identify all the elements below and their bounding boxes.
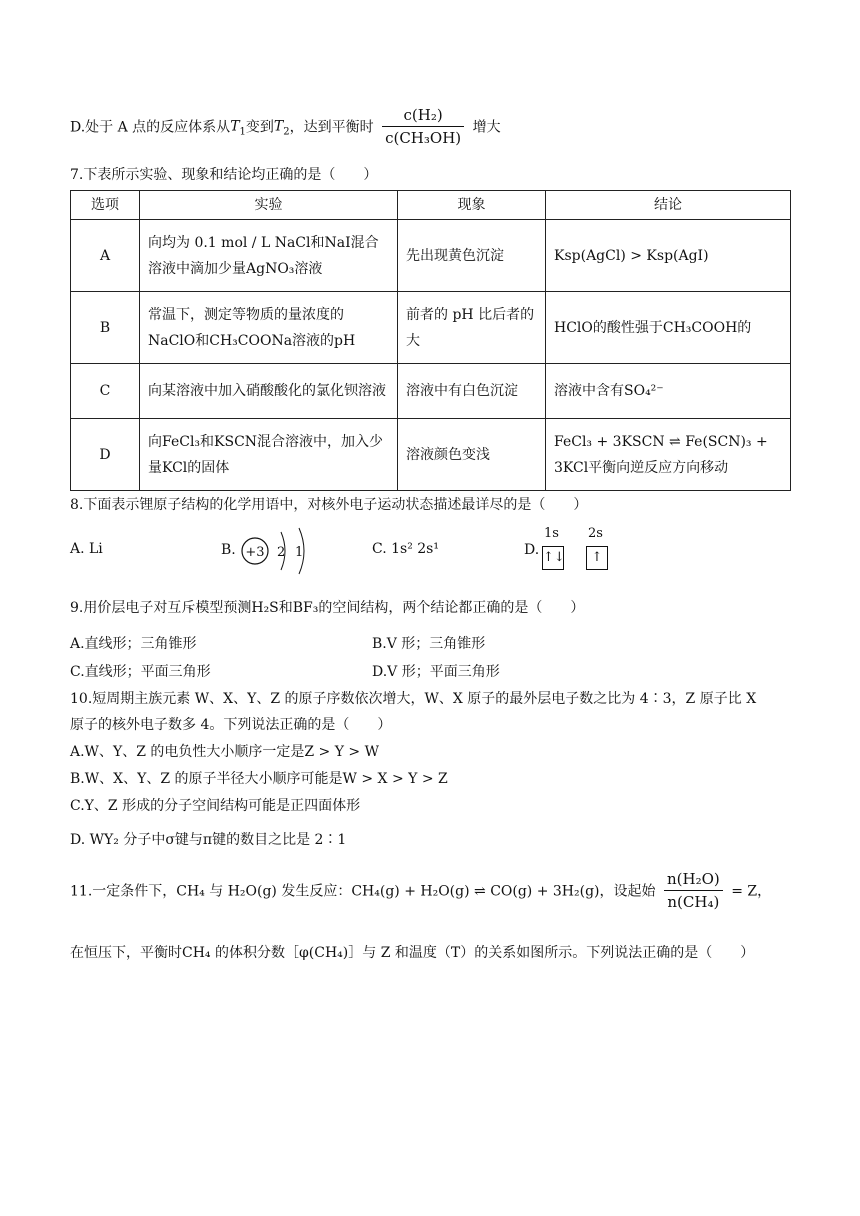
orbital-label-1s: 1s	[544, 526, 559, 541]
q11-stem-part1: 11.一定条件下，CH₄ 与 H₂O(g) 发生反应：CH₄(g) + H₂O(g) ⇌ CO(g) + 3H₂(g)，设起始	[70, 883, 656, 900]
table-row	[71, 292, 791, 364]
row-phenomenon: 前者的 pH 比后者的大	[398, 292, 546, 364]
q11-fraction	[664, 870, 723, 911]
q10-option-c: C.Y、Z 形成的分子空间结构可能是正四面体形	[70, 798, 361, 814]
q6-t2: T	[273, 118, 284, 135]
row-experiment: 常温下，测定等物质的量浓度的 NaClO和CH₃COONa溶液的pH	[140, 292, 398, 364]
q7-table	[70, 190, 791, 491]
row-conclusion: 溶液中含有SO₄²⁻	[546, 364, 791, 419]
shell-1-count: 2	[277, 545, 286, 560]
table-header-row	[71, 191, 791, 220]
nucleus-charge: +3	[245, 545, 265, 560]
q6-d-mid: 变到	[245, 119, 274, 136]
q6-t1-sub: 1	[239, 126, 246, 138]
q11-frac-num: n(H₂O)	[664, 870, 723, 891]
q10-stem-line2: 原子的核外电子数多 4。下列说法正确的是（ ）	[70, 717, 392, 733]
table-header: 现象	[398, 191, 546, 220]
q7-stem: 7.下表所示实验、现象和结论均正确的是（ ）	[70, 167, 378, 183]
q6-t1: T	[230, 118, 240, 135]
table-header: 选项	[71, 191, 140, 220]
row-phenomenon: 先出现黄色沉淀	[398, 220, 546, 292]
table-row	[71, 419, 791, 491]
q10-option-a: A.W、Y、Z 的电负性大小顺序一定是Z > Y > W	[70, 744, 379, 760]
q8-option-c: C. 1s² 2s¹	[372, 541, 439, 557]
q9-option-b: B.V 形；三角锥形	[372, 636, 486, 652]
table-header: 实验	[140, 191, 398, 220]
q9-option-a: A.直线形；三角锥形	[70, 636, 197, 652]
q8-d-label: D.	[524, 542, 540, 558]
table-header: 结论	[546, 191, 791, 220]
q6-fraction	[382, 106, 464, 147]
row-experiment: 向FeCl₃和KSCN混合溶液中，加入少量KCl的固体	[140, 419, 398, 491]
row-phenomenon: 溶液中有白色沉淀	[398, 364, 546, 419]
q6-d-prefix: D.处于 A 点的反应体系从	[70, 119, 231, 136]
q8-stem: 8.下面表示锂原子结构的化学用语中，对核外电子运动状态描述最详尽的是（ ）	[70, 497, 588, 513]
q6-d-mid2: ，达到平衡时	[289, 119, 374, 136]
q11-stem-line2: 在恒压下，平衡时CH₄ 的体积分数［φ(CH₄)］与 Z 和温度（T）的关系如图所示。下列说法正确的是（ ）	[70, 945, 755, 961]
row-option: B	[71, 292, 140, 364]
q11-stem-part2: = Z，	[731, 883, 772, 900]
q9-stem: 9.用价层电子对互斥模型预测H₂S和BF₃的空间结构，两个结论都正确的是（ ）	[70, 600, 585, 616]
row-conclusion: HClO的酸性强于CH₃COOH的	[546, 292, 791, 364]
row-experiment: 向均为 0.1 mol / L NaCl和NaI混合溶液中滴加少量AgNO₃溶液	[140, 220, 398, 292]
shell-2-count: 1	[295, 545, 304, 560]
table-row	[71, 364, 791, 419]
row-conclusion: FeCl₃ + 3KSCN ⇌ Fe(SCN)₃ + 3KCl平衡向逆反应方向移动	[546, 419, 791, 491]
row-option: C	[71, 364, 140, 419]
q8-option-d	[524, 526, 624, 576]
row-phenomenon: 溶液颜色变浅	[398, 419, 546, 491]
q10-stem-line1: 10.短周期主族元素 W、X、Y、Z 的原子序数依次增大，W、X 原子的最外层电子数之比为 4∶3，Z 原子比 X	[70, 691, 757, 707]
atomic-structure-diagram	[235, 524, 315, 578]
q6-frac-num: c(H₂)	[382, 106, 464, 127]
q6-frac-den: c(CH₃OH)	[385, 129, 462, 147]
row-option: A	[71, 220, 140, 292]
orbital-box-2s: ↑	[586, 546, 608, 570]
table-row	[71, 220, 791, 292]
row-conclusion: Ksp(AgCl) > Ksp(AgI)	[546, 220, 791, 292]
row-option: D	[71, 419, 140, 491]
q10-option-b: B.W、X、Y、Z 的原子半径大小顺序可能是W > X > Y > Z	[70, 771, 448, 787]
q6-t2-sub: 2	[283, 126, 290, 138]
orbital-box-1s: ↑↓	[542, 546, 564, 570]
q6-d-suffix: 增大	[472, 119, 501, 136]
q11-frac-den: n(CH₄)	[667, 893, 720, 911]
q9-option-d: D.V 形；平面三角形	[372, 664, 500, 680]
q10-option-d: D. WY₂ 分子中σ键与π键的数目之比是 2∶1	[70, 832, 347, 848]
q9-option-c: C.直线形；平面三角形	[70, 664, 211, 680]
q8-b-label: B.	[221, 542, 236, 558]
row-experiment: 向某溶液中加入硝酸酸化的氯化钡溶液	[140, 364, 398, 419]
q6-option-d	[70, 106, 501, 147]
q8-option-a: A. Li	[70, 541, 103, 557]
q11-stem-line1	[70, 870, 771, 911]
orbital-label-2s: 2s	[588, 526, 603, 541]
